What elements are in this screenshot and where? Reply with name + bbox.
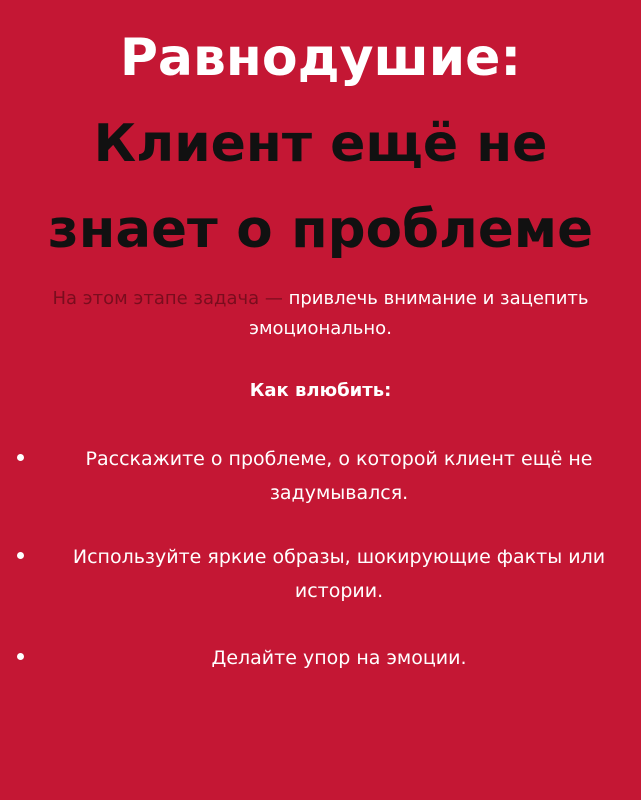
bullet-icon: [17, 454, 24, 461]
tip-item: [0, 540, 641, 608]
title-line-1: Равнодушие:: [119, 28, 522, 88]
intro-rest: привлечь внимание и зацепить эмоционально.: [249, 288, 589, 339]
tip-text: Используйте яркие образы, шокирующие факты или истории.: [72, 546, 606, 602]
bullet-icon: [17, 552, 24, 559]
title-line-2: Клиент ещё не: [93, 114, 548, 174]
tip-text: Расскажите о проблеме, о которой клиент ещё не задумывался.: [85, 448, 593, 504]
intro-text: [20, 284, 621, 344]
title-line-3: знает о проблеме: [47, 199, 594, 260]
bullet-icon: [17, 653, 24, 660]
intro-lead: На этом этапе задача —: [52, 288, 289, 309]
tip-item: [0, 442, 641, 510]
tip-text: Делайте упор на эмоции.: [211, 647, 467, 669]
how-to-heading: Как влюбить:: [249, 380, 392, 401]
tip-item: [0, 641, 641, 675]
